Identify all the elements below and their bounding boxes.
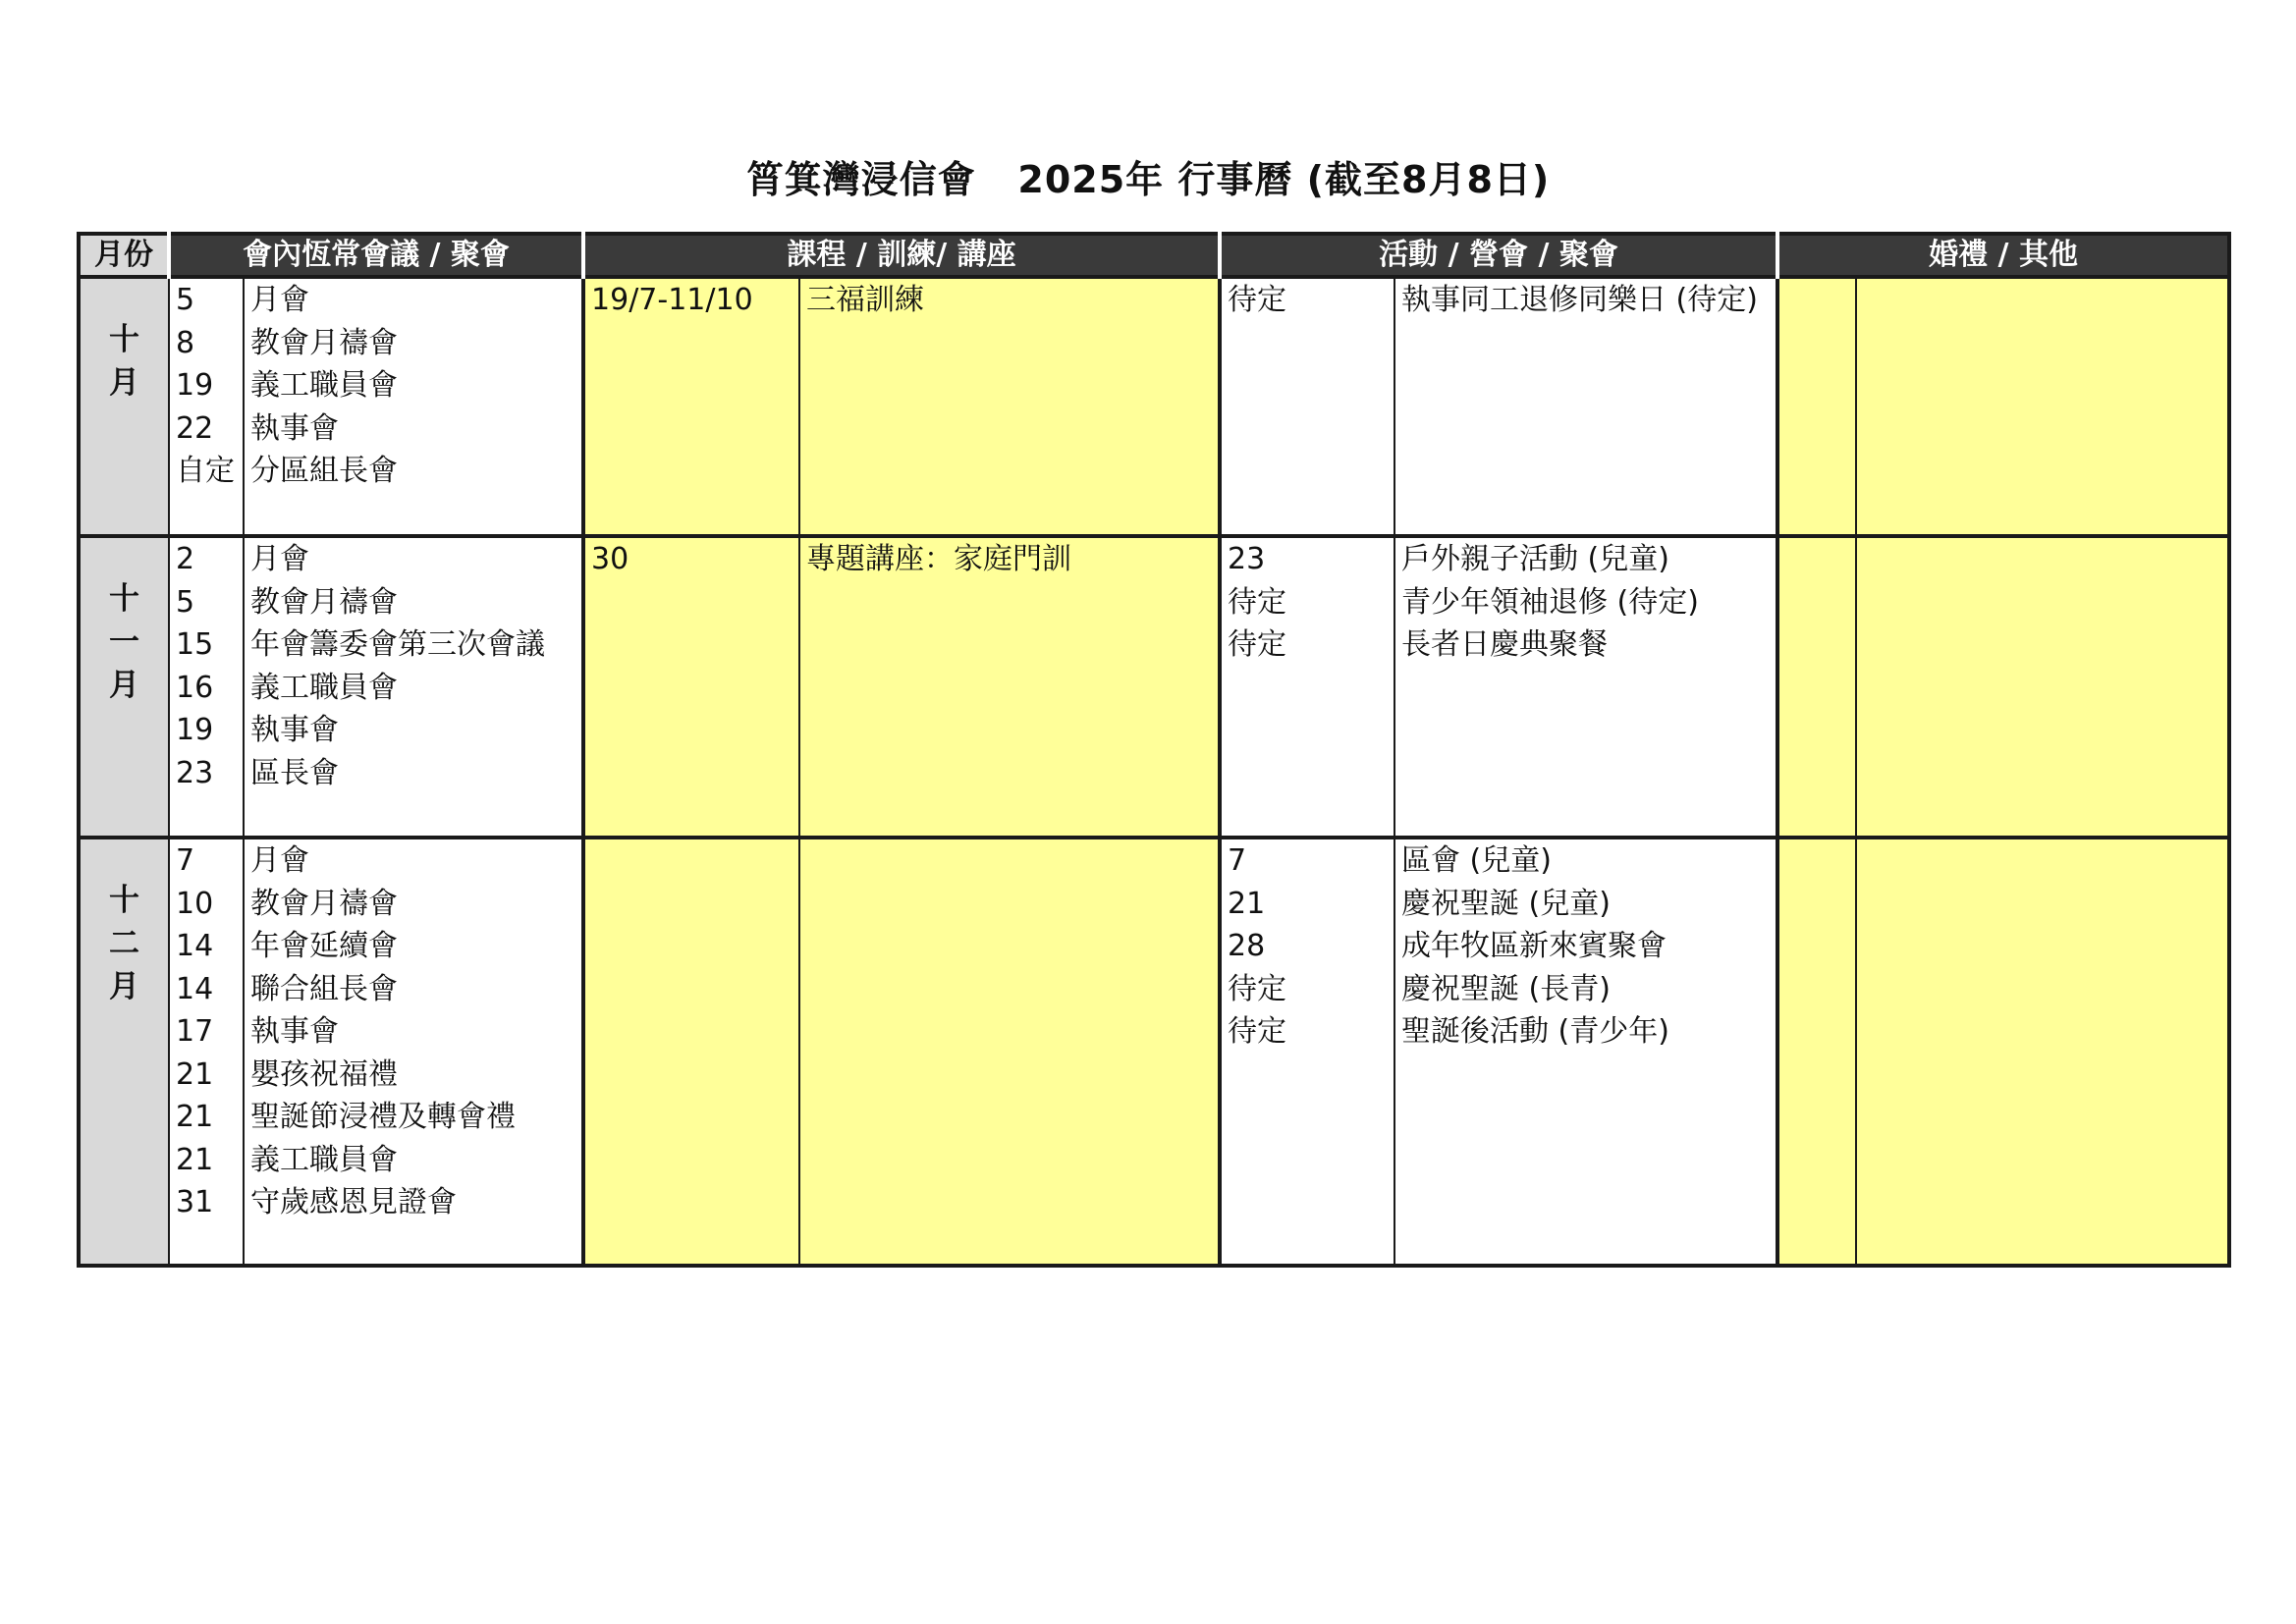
name-chars-item: 二 — [109, 926, 139, 961]
header-activities: 活動 / 營會 / 聚會 — [1220, 234, 1777, 277]
wedding-dates-cell — [1777, 536, 1856, 838]
course-names-cell — [799, 536, 1220, 838]
meeting-dates-item: 21 — [176, 1142, 214, 1177]
meeting-names-item: 月會 — [250, 283, 309, 317]
month-label-cell — [79, 536, 169, 838]
wedding-names-cell — [1856, 277, 2229, 536]
meeting-names-cell — [244, 838, 583, 1266]
month-row-october — [79, 277, 2229, 536]
meeting-names-item: 守歲感恩見證會 — [250, 1185, 457, 1219]
activity-dates-cell — [1220, 536, 1394, 838]
activity-names-item: 慶祝聖誕 (兒童) — [1401, 886, 1611, 921]
meeting-names-item: 執事會 — [250, 713, 339, 747]
name-chars-item: 十 — [109, 883, 139, 918]
activity-names-cell — [1394, 838, 1777, 1266]
activity-dates-item: 23 — [1228, 542, 1266, 576]
month-label-cell — [79, 277, 169, 536]
meeting-dates-cell — [169, 277, 244, 536]
activity-dates-cell — [1220, 277, 1394, 536]
meeting-names-cell — [244, 536, 583, 838]
activity-names-item: 戶外親子活動 (兒童) — [1401, 542, 1669, 576]
meeting-names-cell — [244, 277, 583, 536]
course-names-cell — [799, 838, 1220, 1266]
activity-dates-item: 待定 — [1228, 1014, 1287, 1049]
wedding-dates-cell — [1777, 838, 1856, 1266]
meeting-dates-item: 14 — [176, 929, 214, 963]
name-chars-item: 月 — [109, 668, 139, 703]
meeting-names-item: 聖誕節浸禮及轉會禮 — [250, 1100, 516, 1134]
course-dates-cell — [583, 536, 799, 838]
course-names-cell — [799, 277, 1220, 536]
course-dates-item: 30 — [591, 542, 629, 576]
name-chars-item: 月 — [109, 365, 139, 401]
activity-dates-item: 待定 — [1228, 584, 1287, 620]
meeting-names-item: 月會 — [250, 843, 309, 878]
activity-names-item: 區會 (兒童) — [1401, 843, 1552, 878]
meeting-names-item: 教會月禱會 — [250, 886, 398, 921]
header-row — [79, 234, 2229, 277]
page-title: 筲箕灣浸信會 2025年 行事曆 (截至8月8日) — [745, 158, 1551, 201]
wedding-names-cell — [1856, 536, 2229, 838]
meeting-names-item: 月會 — [250, 542, 309, 576]
activity-dates-item: 28 — [1228, 929, 1266, 963]
activity-names-item: 執事同工退修同樂日 (待定) — [1401, 283, 1758, 317]
meeting-names-item: 執事會 — [250, 1014, 339, 1049]
header-weddings: 婚禮 / 其他 — [1777, 234, 2229, 277]
meeting-dates-item: 7 — [176, 843, 195, 878]
meeting-dates-item: 自定 — [176, 454, 235, 488]
month-row-december — [79, 838, 2229, 1266]
activity-dates-item: 待定 — [1228, 971, 1287, 1006]
meeting-dates-item: 8 — [176, 325, 195, 360]
header-month: 月份 — [79, 234, 169, 277]
activity-dates-item: 21 — [1228, 886, 1266, 921]
meeting-dates-item: 19 — [176, 368, 214, 403]
name-chars-item: 十 — [109, 581, 139, 617]
meeting-names-item: 聯合組長會 — [250, 971, 398, 1006]
activity-names-cell — [1394, 536, 1777, 838]
header-meetings: 會內恆常會議 / 聚會 — [169, 234, 583, 277]
name-chars-item: 十 — [109, 322, 139, 357]
meeting-dates-item: 16 — [176, 670, 214, 705]
meeting-names-item: 執事會 — [250, 410, 339, 446]
meeting-names-item: 教會月禱會 — [250, 584, 398, 620]
meeting-dates-item: 5 — [176, 283, 195, 317]
meeting-dates-item: 21 — [176, 1056, 214, 1092]
activity-dates-cell — [1220, 838, 1394, 1266]
course-names-item: 專題講座：家庭門訓 — [806, 542, 1072, 576]
meeting-dates-item: 15 — [176, 627, 214, 662]
meeting-names-item: 義工職員會 — [250, 670, 398, 705]
wedding-dates-cell — [1777, 277, 1856, 536]
course-dates-cell — [583, 277, 799, 536]
activity-names-item: 長者日慶典聚餐 — [1401, 627, 1609, 662]
meeting-dates-item: 31 — [176, 1185, 214, 1219]
course-names-item: 三福訓練 — [806, 283, 925, 317]
name-chars-item: 月 — [109, 969, 139, 1004]
meeting-dates-item: 14 — [176, 971, 214, 1006]
activity-dates-item: 待定 — [1228, 627, 1287, 662]
calendar-table — [77, 232, 2231, 1268]
activity-names-item: 慶祝聖誕 (長青) — [1401, 971, 1611, 1006]
month-row-november — [79, 536, 2229, 838]
activity-dates-item: 待定 — [1228, 283, 1287, 317]
course-dates-cell — [583, 838, 799, 1266]
meeting-names-item: 分區組長會 — [250, 454, 398, 488]
meeting-dates-item: 17 — [176, 1014, 214, 1049]
name-chars-item: 一 — [109, 624, 139, 660]
meeting-dates-cell — [169, 838, 244, 1266]
meeting-names-item: 區長會 — [250, 755, 339, 790]
meeting-names-item: 嬰孩祝福禮 — [250, 1056, 398, 1092]
activity-dates-item: 7 — [1228, 843, 1247, 878]
meeting-dates-cell — [169, 536, 244, 838]
meeting-names-item: 年會籌委會第三次會議 — [250, 627, 545, 662]
header-courses: 課程 / 訓練/ 講座 — [583, 234, 1220, 277]
meeting-dates-item: 10 — [176, 886, 214, 921]
activity-names-item: 青少年領袖退修 (待定) — [1401, 584, 1699, 620]
course-dates-item: 19/7-11/10 — [591, 283, 753, 317]
meeting-dates-item: 2 — [176, 542, 195, 576]
activity-names-cell — [1394, 277, 1777, 536]
meeting-names-item: 教會月禱會 — [250, 325, 398, 360]
meeting-dates-item: 21 — [176, 1100, 214, 1134]
meeting-names-item: 年會延續會 — [250, 929, 398, 963]
meeting-dates-item: 19 — [176, 713, 214, 747]
activity-names-item: 聖誕後活動 (青少年) — [1401, 1014, 1669, 1049]
meeting-dates-item: 5 — [176, 584, 195, 620]
month-label-cell — [79, 838, 169, 1266]
wedding-names-cell — [1856, 838, 2229, 1266]
meeting-dates-item: 23 — [176, 755, 214, 790]
activity-names-item: 成年牧區新來賓聚會 — [1401, 929, 1667, 963]
meeting-names-item: 義工職員會 — [250, 1142, 398, 1177]
meeting-dates-item: 22 — [176, 410, 214, 446]
meeting-names-item: 義工職員會 — [250, 368, 398, 403]
